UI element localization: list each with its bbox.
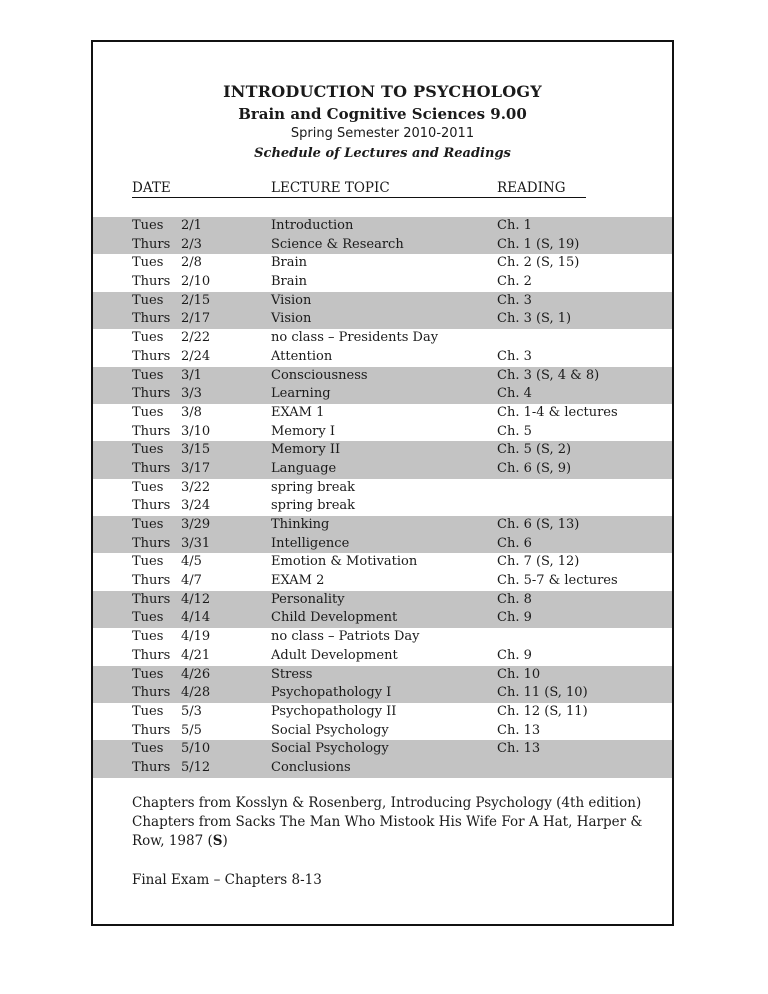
row-topic: Brain [271,255,308,271]
row-topic: Consciousness [271,367,368,383]
row-date: 5/12 [181,759,211,775]
row-reading: Ch. 3 [497,292,532,308]
row-day: Thurs [132,386,171,402]
footer-note-sacks: Chapters from Sacks The Man Who Mistook His Wife For A Hat, Harper & [132,814,643,830]
row-reading: Ch. 12 (S, 11) [497,703,588,719]
row-topic: no class – Presidents Day [271,330,439,346]
footer-note-sacks-cont [132,832,228,851]
row-day: Tues [132,741,164,757]
row-reading: Ch. 5 (S, 2) [497,442,572,458]
row-date: 4/26 [181,666,211,682]
row-reading: Ch. 6 (S, 13) [497,517,580,532]
row-date: 4/12 [181,591,211,607]
footer-text: ) [222,833,228,849]
row-reading: Ch. 2 (S, 15) [497,255,580,271]
row-topic: Introduction [271,218,354,233]
row-date: 2/3 [181,236,202,252]
row-topic: Stress [271,666,313,682]
row-topic: Science & Research [271,236,404,252]
row-date: 3/8 [181,404,202,420]
row-date: 2/22 [181,330,211,346]
row-date: 3/1 [181,367,202,383]
row-day: Tues [132,610,164,626]
row-day: Tues [132,517,164,532]
course-subtitle: Brain and Cognitive Sciences 9.00 [238,105,527,123]
table-row [93,329,672,348]
row-day: Thurs [132,647,171,663]
row-day: Thurs [132,274,171,290]
table-row [93,404,672,423]
row-date: 3/22 [181,479,211,495]
column-header-topic: LECTURE TOPIC [271,180,390,196]
column-header-reading: READING [497,180,566,196]
row-day: Tues [132,367,164,383]
footer-note-kosslyn: Chapters from Kosslyn & Rosenberg, Introducing Psychology (4th edition) [132,795,642,811]
row-reading: Ch. 5-7 & lectures [497,573,618,589]
row-reading: Ch. 5 [497,423,532,439]
row-day: Thurs [132,685,171,701]
schedule-caption: Schedule of Lectures and Readings [254,146,511,161]
row-day: Thurs [132,311,171,327]
document-frame [91,40,674,926]
row-date: 5/3 [181,703,202,719]
row-topic: Vision [271,292,312,308]
row-date: 3/29 [181,517,211,532]
row-day: Thurs [132,423,171,439]
row-topic: Psychopathology II [271,703,397,719]
row-topic: Memory I [271,423,335,439]
table-row [93,535,672,554]
row-day: Thurs [132,591,171,607]
row-reading: Ch. 1 (S, 19) [497,236,580,252]
row-topic: Intelligence [271,535,350,551]
table-row [93,217,672,236]
row-date: 3/15 [181,442,211,458]
schedule-table [93,217,672,778]
table-row [93,628,672,647]
row-topic: Vision [271,311,312,327]
table-row [93,684,672,703]
row-date: 5/5 [181,722,202,738]
row-day: Tues [132,554,164,570]
row-date: 3/17 [181,460,211,476]
row-day: Tues [132,479,164,495]
row-topic: spring break [271,479,356,495]
row-day: Tues [132,255,164,271]
row-topic: Language [271,460,337,476]
row-date: 3/3 [181,386,202,402]
footer-abbrev: S [212,833,223,849]
table-row [93,292,672,311]
table-row [93,441,672,460]
final-exam-note: Final Exam – Chapters 8-13 [132,872,322,888]
table-row [93,497,672,516]
row-topic: Personality [271,591,345,607]
row-reading: Ch. 2 [497,274,532,290]
row-day: Tues [132,218,164,233]
row-topic: no class – Patriots Day [271,629,420,645]
row-day: Tues [132,292,164,308]
row-day: Thurs [132,236,171,252]
table-row [93,236,672,255]
table-row [93,759,672,778]
row-date: 2/10 [181,274,211,290]
row-date: 4/19 [181,629,211,645]
row-date: 4/28 [181,685,211,701]
row-topic: Child Development [271,610,398,626]
table-row [93,572,672,591]
row-reading: Ch. 13 [497,722,541,738]
header-underline [132,197,586,198]
table-row [93,722,672,741]
table-row [93,591,672,610]
row-date: 2/15 [181,292,211,308]
row-date: 3/31 [181,535,211,551]
row-topic: Social Psychology [271,722,389,738]
row-date: 4/5 [181,554,202,570]
table-row [93,348,672,367]
row-day: Thurs [132,759,171,775]
row-topic: EXAM 2 [271,573,325,589]
table-row [93,273,672,292]
row-topic: spring break [271,498,356,514]
row-topic: Attention [271,348,333,364]
table-row [93,460,672,479]
row-topic: Learning [271,386,331,402]
row-topic: Adult Development [271,647,398,663]
row-day: Tues [132,629,164,645]
row-day: Thurs [132,460,171,476]
row-day: Tues [132,442,164,458]
table-row [93,254,672,273]
table-row [93,647,672,666]
row-reading: Ch. 11 (S, 10) [497,685,588,701]
table-row [93,516,672,535]
row-date: 4/14 [181,610,211,626]
row-day: Thurs [132,573,171,589]
course-title: INTRODUCTION TO PSYCHOLOGY [223,82,542,101]
row-date: 2/24 [181,348,211,364]
row-day: Thurs [132,348,171,364]
row-reading: Ch. 1-4 & lectures [497,404,618,420]
row-date: 2/8 [181,255,202,271]
row-reading: Ch. 6 [497,535,532,551]
table-row [93,666,672,685]
row-day: Tues [132,330,164,346]
row-topic: Conclusions [271,759,351,775]
row-reading: Ch. 3 [497,348,532,364]
row-date: 3/24 [181,498,211,514]
row-reading: Ch. 8 [497,591,532,607]
row-day: Thurs [132,498,171,514]
table-row [93,553,672,572]
row-topic: Social Psychology [271,741,389,757]
table-row [93,310,672,329]
row-day: Tues [132,666,164,682]
row-reading: Ch. 1 [497,218,532,233]
row-date: 2/1 [181,218,202,233]
row-topic: Psychopathology I [271,685,392,701]
table-row [93,423,672,442]
row-reading: Ch. 9 [497,647,532,663]
row-date: 3/10 [181,423,211,439]
row-date: 2/17 [181,311,211,327]
footer-text: Row, 1987 ( [132,833,213,849]
row-reading: Ch. 3 (S, 1) [497,311,572,327]
row-reading: Ch. 9 [497,610,532,626]
row-day: Tues [132,703,164,719]
semester-line: Spring Semester 2010-2011 [290,126,475,141]
row-date: 5/10 [181,741,211,757]
row-reading: Ch. 7 (S, 12) [497,554,580,570]
row-topic: Emotion & Motivation [271,554,418,570]
row-reading: Ch. 3 (S, 4 & 8) [497,367,600,383]
row-day: Thurs [132,722,171,738]
table-row [93,740,672,759]
table-row [93,385,672,404]
table-row [93,479,672,498]
table-row [93,609,672,628]
row-topic: EXAM 1 [271,404,325,420]
column-header-date: DATE [132,180,171,196]
row-date: 4/7 [181,573,202,589]
row-date: 4/21 [181,647,211,663]
row-day: Thurs [132,535,171,551]
row-topic: Memory II [271,442,341,458]
row-reading: Ch. 6 (S, 9) [497,460,572,476]
row-day: Tues [132,404,164,420]
row-reading: Ch. 10 [497,666,541,682]
table-row [93,703,672,722]
row-reading: Ch. 4 [497,386,532,402]
table-row [93,367,672,386]
row-reading: Ch. 13 [497,741,541,757]
row-topic: Thinking [271,517,330,532]
row-topic: Brain [271,274,308,290]
